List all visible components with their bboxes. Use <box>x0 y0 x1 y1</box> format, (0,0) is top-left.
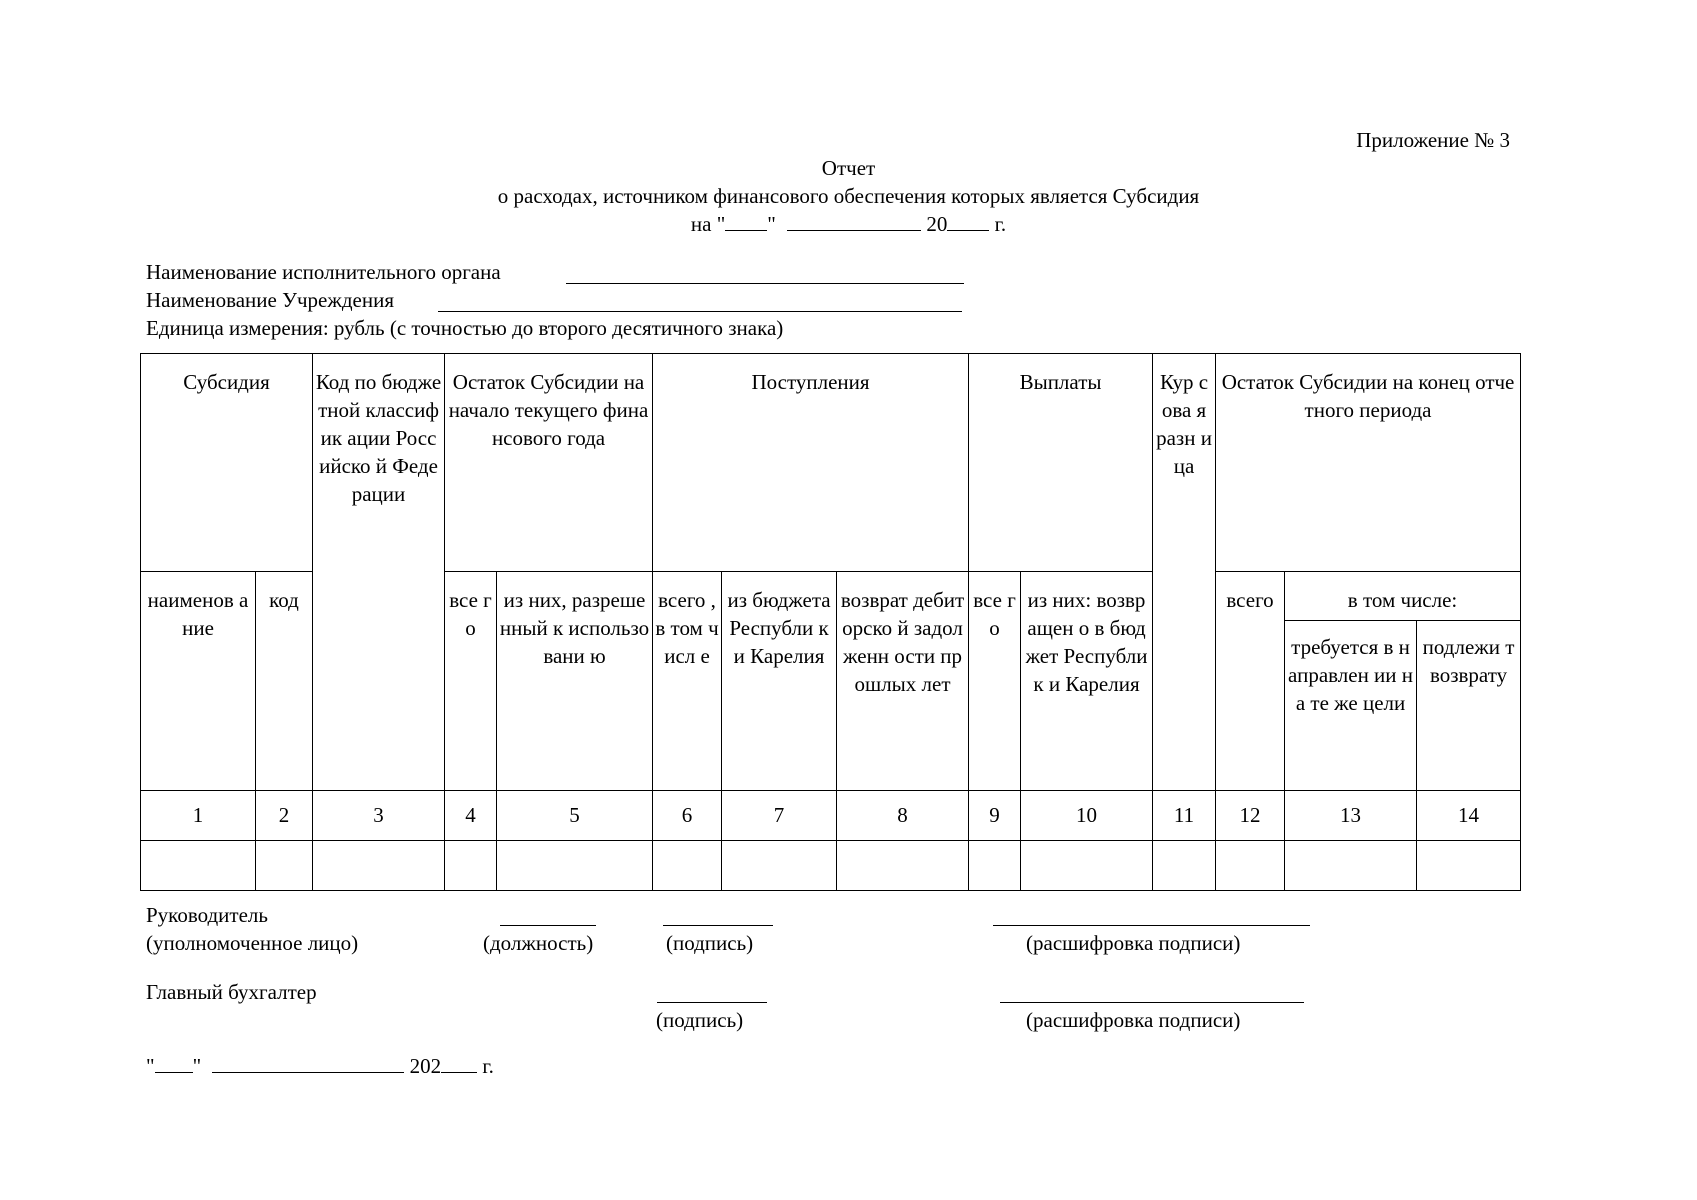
column-number: 10 <box>1021 790 1153 840</box>
head-label-sub: (уполномоченное лицо) <box>146 931 359 955</box>
date-quote: " <box>767 212 776 236</box>
column-number: 7 <box>722 790 837 840</box>
date-suffix: г. <box>994 212 1007 236</box>
column-number: 2 <box>256 790 313 840</box>
data-cell[interactable] <box>1153 840 1216 890</box>
accountant-signature-line[interactable] <box>657 1002 767 1003</box>
month-blank[interactable] <box>787 212 921 231</box>
header-exchange-diff: Кур сова я разн ица <box>1153 354 1216 791</box>
subheader-r-budget: из бюджета Республи ки Карелия <box>722 572 837 790</box>
report-subtitle: о расходах, источником финансового обеспечения которых является Субсидия <box>497 184 1200 208</box>
subheader-bs-total: все го <box>445 572 497 790</box>
head-signature-line[interactable] <box>663 925 773 926</box>
report-table <box>140 353 1521 891</box>
column-number: 1 <box>141 790 256 840</box>
data-cell[interactable] <box>256 840 313 890</box>
subheader-r-return: возврат дебиторско й задолженн ости прошлых лет <box>837 572 969 790</box>
column-number: 8 <box>837 790 969 840</box>
footer-month-blank[interactable] <box>212 1054 404 1073</box>
data-cell[interactable] <box>653 840 722 890</box>
subheader-e-including: в том числе: <box>1285 572 1521 621</box>
unit-label: Единица измерения: рубль (с точностью до второго десятичного знака) <box>146 316 784 340</box>
footer-year: 202 <box>409 1054 442 1078</box>
position-caption: (должность) <box>483 931 594 955</box>
day-blank[interactable] <box>725 212 767 231</box>
chief-accountant-label: Главный бухгалтер <box>146 980 317 1004</box>
data-cell[interactable] <box>1216 840 1285 890</box>
subheader-e-same: требуется в направлен ии на те же цели <box>1285 621 1417 790</box>
accountant-decoding-line[interactable] <box>1000 1002 1304 1003</box>
subheader-p-returned: из них: возвращен о в бюджет Республик и Карелия <box>1021 572 1153 790</box>
header-subsidy: Субсидия <box>141 354 313 572</box>
appendix-label: Приложение № 3 <box>1356 128 1510 152</box>
column-number: 13 <box>1285 790 1417 840</box>
signature-caption: (подпись) <box>666 931 754 955</box>
executive-body-field[interactable] <box>566 283 964 284</box>
footer-date <box>146 1054 494 1078</box>
column-number: 9 <box>969 790 1021 840</box>
column-number: 3 <box>313 790 445 840</box>
data-row <box>141 840 1521 890</box>
signature-caption-2: (подпись) <box>656 1008 744 1032</box>
data-cell[interactable] <box>969 840 1021 890</box>
data-cell[interactable] <box>445 840 497 890</box>
year-blank[interactable] <box>947 212 989 231</box>
subheader-bs-allowed: из них, разрешенный к использовани ю <box>497 572 653 790</box>
date-prefix: на " <box>690 212 726 236</box>
decoding-caption-2: (расшифровка подписи) <box>1026 1008 1241 1032</box>
data-cell[interactable] <box>1417 840 1521 890</box>
date-year: 20 <box>926 212 948 236</box>
column-number: 12 <box>1216 790 1285 840</box>
data-cell[interactable] <box>837 840 969 890</box>
subheader-r-total: всего , в том числ е <box>653 572 722 790</box>
header-receipts: Поступления <box>653 354 969 572</box>
data-cell[interactable] <box>1285 840 1417 890</box>
header-payments: Выплаты <box>969 354 1153 572</box>
subheader-name: наименов ание <box>141 572 256 790</box>
report-date-line <box>0 212 1697 236</box>
decoding-caption: (расшифровка подписи) <box>1026 931 1241 955</box>
subheader-code: код <box>256 572 313 790</box>
head-decoding-line[interactable] <box>993 925 1310 926</box>
subheader-e-total: всего <box>1216 572 1285 790</box>
header-balance-start: Остаток Субсидии на начало текущего финансового года <box>445 354 653 572</box>
footer-close-quote: " <box>192 1054 202 1078</box>
subheader-p-total: все го <box>969 572 1021 790</box>
footer-suffix: г. <box>482 1054 494 1078</box>
report-title: Отчет <box>821 156 876 180</box>
data-cell[interactable] <box>313 840 445 890</box>
column-number: 4 <box>445 790 497 840</box>
column-number: 11 <box>1153 790 1216 840</box>
head-label: Руководитель <box>146 903 268 927</box>
header-budget-code: Код по бюджетной классифик ации Российско й Федерации <box>313 354 445 791</box>
executive-body-label: Наименование исполнительного органа <box>146 260 501 284</box>
position-line[interactable] <box>500 925 596 926</box>
header-balance-end: Остаток Субсидии на конец отчетного периода <box>1216 354 1521 572</box>
column-number: 6 <box>653 790 722 840</box>
data-cell[interactable] <box>722 840 837 890</box>
column-number: 14 <box>1417 790 1521 840</box>
column-number: 5 <box>497 790 653 840</box>
footer-day-blank[interactable] <box>155 1054 193 1073</box>
data-cell[interactable] <box>141 840 256 890</box>
data-cell[interactable] <box>1021 840 1153 890</box>
institution-field[interactable] <box>438 311 962 312</box>
subheader-e-refund: подлежи т возврату <box>1417 621 1521 790</box>
footer-open-quote: " <box>146 1054 155 1078</box>
institution-label: Наименование Учреждения <box>146 288 394 312</box>
footer-year-blank[interactable] <box>441 1054 477 1073</box>
data-cell[interactable] <box>497 840 653 890</box>
